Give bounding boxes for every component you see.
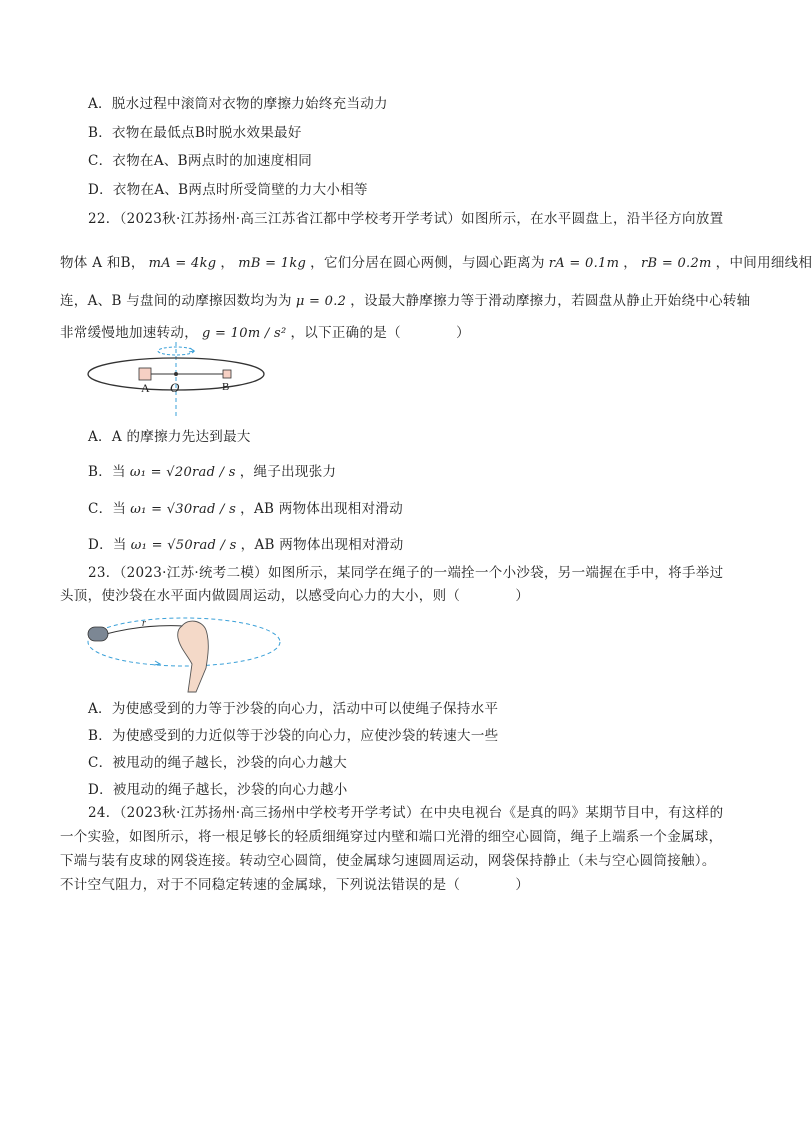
q22-text: ，它们分居在圆心两侧，与圆心距离为	[310, 255, 545, 271]
q22-radius-b: rB = 0.2m	[641, 256, 712, 271]
q22-option-c-omega: ω₁ = √30rad / s	[130, 502, 237, 517]
q22-option-text: ，AB 两物体出现相对滑动	[240, 501, 404, 517]
q22-text: ，中间用细线相	[715, 255, 812, 271]
hand-icon	[178, 621, 209, 692]
q23-option-d: D．被甩动的绳子越长，沙袋的向心力越小	[88, 782, 348, 798]
q24-stem-line-2: 一个实验，如图所示，将一根足够长的轻质细绳穿过内壁和端口光滑的细空心圆筒，绳子上端系一个金属球，	[60, 829, 723, 845]
q22-radius-a: rA = 0.1m	[548, 256, 620, 271]
direction-arrow-icon	[154, 661, 160, 665]
q22-friction-coefficient: μ = 0.2	[295, 294, 347, 309]
q22-option-d	[88, 535, 404, 556]
q24-stem-line-4: 不计空气阻力，对于不同稳定转速的金属球，下列说法错误的是（ ）	[60, 877, 530, 893]
q22-mass-b: mB = 1kg	[238, 256, 307, 271]
q22-option-b-omega: ω₁ = √20rad / s	[129, 465, 236, 480]
q22-disc-figure	[86, 342, 276, 422]
label-b: B	[222, 381, 230, 393]
label-r: r	[142, 618, 146, 629]
q22-text: ，	[623, 255, 638, 271]
q22-stem-line-1: 22．（2023秋·江苏扬州·高三江苏省江都中学校考开学考试）如图所示，在水平圆盘上，沿半径方向放置	[88, 211, 724, 227]
q22-option-text: ，绳子出现张力	[239, 464, 337, 480]
q21-option-b: B．衣物在最低点B时脱水效果最好	[88, 125, 302, 141]
q24-stem-line-3: 下端与装有皮球的网袋连接。转动空心圆筒，使金属球匀速圆周运动，网袋保持静止（未与空心圆筒接触）。	[60, 853, 716, 869]
block-b	[223, 370, 231, 378]
q22-option-c	[88, 499, 403, 520]
q22-option-d-omega: ω₁ = √50rad / s	[130, 538, 237, 553]
q23-option-c: C．被甩动的绳子越长，沙袋的向心力越大	[88, 755, 348, 771]
q22-option-a: A．A 的摩擦力先达到最大	[88, 429, 251, 445]
q21-option-a: A．脱水过程中滚筒对衣物的摩擦力始终充当动力	[88, 96, 388, 112]
q23-stem-line-2: 头顶，使沙袋在水平面内做圆周运动，以感受向心力的大小，则（ ）	[60, 588, 530, 604]
q22-text: 物体 A 和B，	[60, 255, 145, 271]
q22-option-b	[88, 462, 336, 483]
block-a	[139, 368, 151, 380]
q23-sandbag-figure	[84, 612, 284, 694]
q22-option-text: C．当	[88, 501, 127, 517]
q22-option-text: ，AB 两物体出现相对滑动	[240, 537, 404, 553]
q21-option-d: D．衣物在A、B两点时所受筒壁的力大小相等	[88, 182, 368, 198]
center-dot	[174, 372, 178, 376]
label-o: O	[170, 380, 180, 395]
label-a: A	[141, 381, 150, 395]
q24-stem-line-1: 24．（2023秋·江苏扬州·高三扬州中学校考开学考试）在中央电视台《是真的吗》某期节目中，有这样的	[88, 805, 724, 821]
q22-stem-line-3	[60, 291, 750, 312]
q22-stem-line-2	[60, 253, 812, 274]
q22-gravity: g = 10m / s²	[202, 326, 287, 341]
q22-stem-line-4	[60, 323, 470, 344]
q22-text: 连，A、B 与盘间的动摩擦因数均为为	[60, 293, 292, 309]
q22-mass-a: mA = 4kg	[148, 256, 217, 271]
q22-text: 非常缓慢地加速转动，	[60, 325, 198, 341]
sandbag	[88, 627, 108, 641]
q22-option-text: D．当	[88, 537, 127, 553]
q22-option-text: B．当	[88, 464, 126, 480]
q23-stem-line-1: 23．（2023·江苏·统考二模）如图所示，某同学在绳子的一端拴一个小沙袋，另一端握在手中，将手举过	[88, 565, 724, 581]
q22-text: ，	[220, 255, 235, 271]
q22-text: ，以下正确的是（ ）	[290, 325, 470, 341]
q22-text: ，设最大静摩擦力等于滑动摩擦力，若圆盘从静止开始绕中心转轴	[350, 293, 751, 309]
q21-option-c: C．衣物在A、B两点时的加速度相同	[88, 153, 313, 169]
q23-option-b: B．为使感受到的力近似等于沙袋的向心力，应使沙袋的转速大一些	[88, 728, 499, 744]
q23-option-a: A．为使感受到的力等于沙袋的向心力，活动中可以使绳子保持水平	[88, 701, 499, 717]
